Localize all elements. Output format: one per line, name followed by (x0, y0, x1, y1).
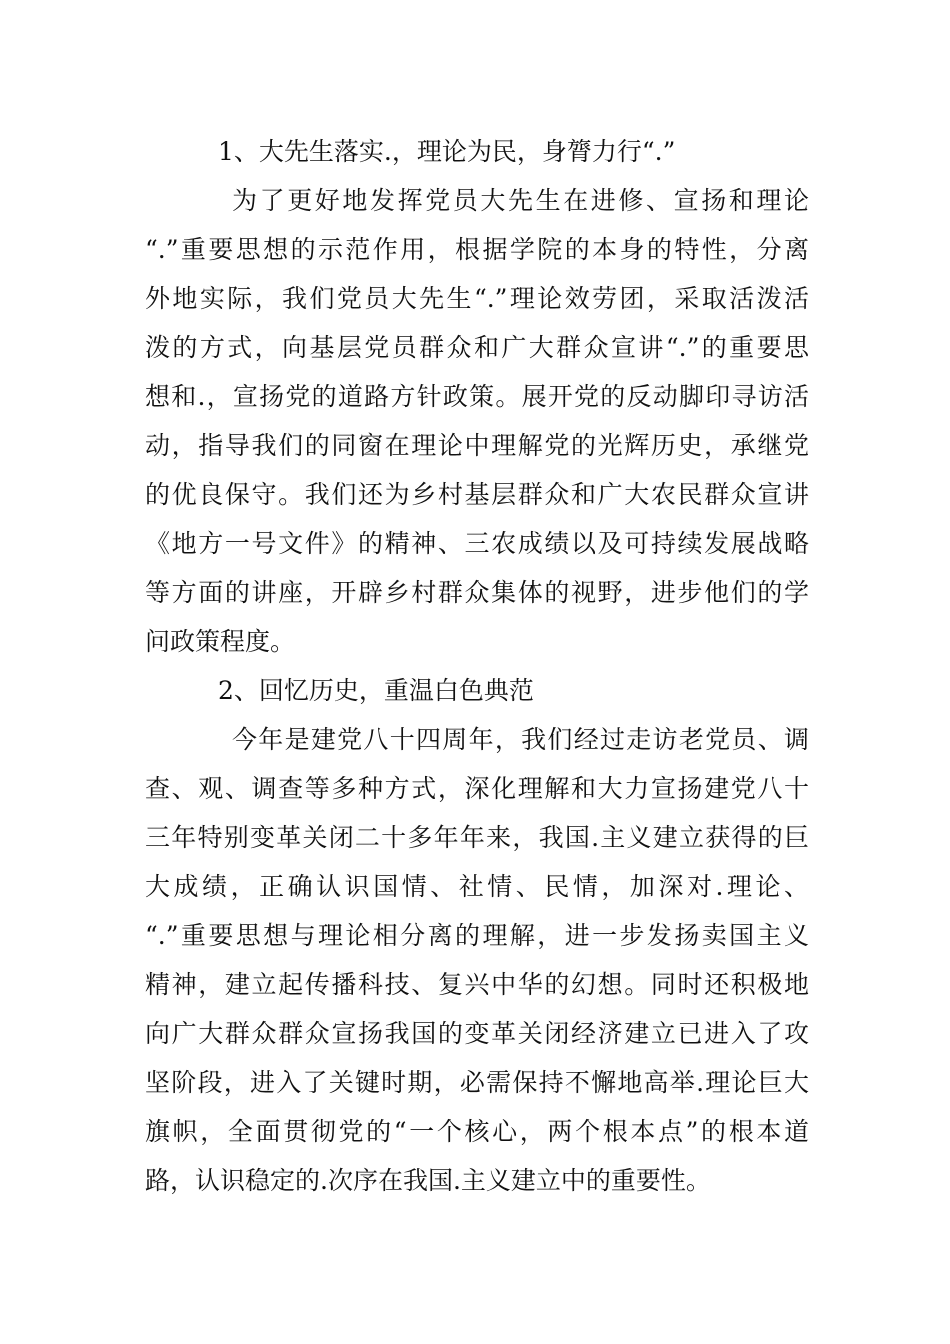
section-2-line-6: 向广大群众群众宣扬我国的变革关闭经济建立已进入了攻 (145, 1019, 809, 1048)
section-2-line-1: 查、观、调查等多种方式，深化理解和大力宣扬建党八十 (145, 774, 809, 803)
section-2-line-2: 三年特别变革关闭二十多年年来，我国.主义建立获得的巨 (145, 823, 809, 852)
section-1-line-9: 问政策程度。 (145, 627, 296, 656)
section-1-line-7: 《地方一号文件》的精神、三农成绩以及可持续发展战略 (145, 529, 809, 558)
section-1-line-0: 为了更好地发挥党员大先生在进修、宣扬和理论 (232, 186, 809, 215)
section-1-line-2: 外地实际，我们党员大先生“.”理论效劳团，采取活泼活 (145, 284, 809, 313)
section-1-line-5: 动，指导我们的同窗在理论中理解党的光辉历史，承继党 (145, 431, 809, 460)
section-2-heading: 2、回忆历史，重温白色典范 (218, 676, 534, 705)
section-2-line-5: 精神，建立起传播科技、复兴中华的幻想。同时还积极地 (145, 970, 809, 999)
section-1-line-8: 等方面的讲座，开辟乡村群众集体的视野，进步他们的学 (145, 578, 809, 607)
section-1-line-6: 的优良保守。我们还为乡村基层群众和广大农民群众宣讲 (145, 480, 809, 509)
section-2-line-3: 大成绩，正确认识国情、社情、民情，加深对.理论、 (145, 872, 809, 901)
section-1-heading: 1、大先生落实.，理论为民，身膂力行“.” (218, 137, 676, 166)
section-1-line-1: “.”重要思想的示范作用，根据学院的本身的特性，分离 (145, 235, 809, 264)
section-2-line-7: 坚阶段，进入了关键时期，必需保持不懈地高举.理论巨大 (145, 1068, 809, 1097)
section-2-line-9: 路，认识稳定的.次序在我国.主义建立中的重要性。 (145, 1166, 711, 1195)
section-2-line-0: 今年是建党八十四周年，我们经过走访老党员、调 (232, 725, 809, 754)
section-1-line-3: 泼的方式，向基层党员群众和广大群众宣讲“.”的重要思 (145, 333, 809, 362)
section-1-line-4: 想和.，宣扬党的道路方针政策。展开党的反动脚印寻访活 (145, 382, 809, 411)
section-2-line-8: 旗帜，全面贯彻党的“一个核心，两个根本点”的根本道 (145, 1117, 809, 1146)
section-2-line-4: “.”重要思想与理论相分离的理解，进一步发扬卖国主义 (145, 921, 809, 950)
